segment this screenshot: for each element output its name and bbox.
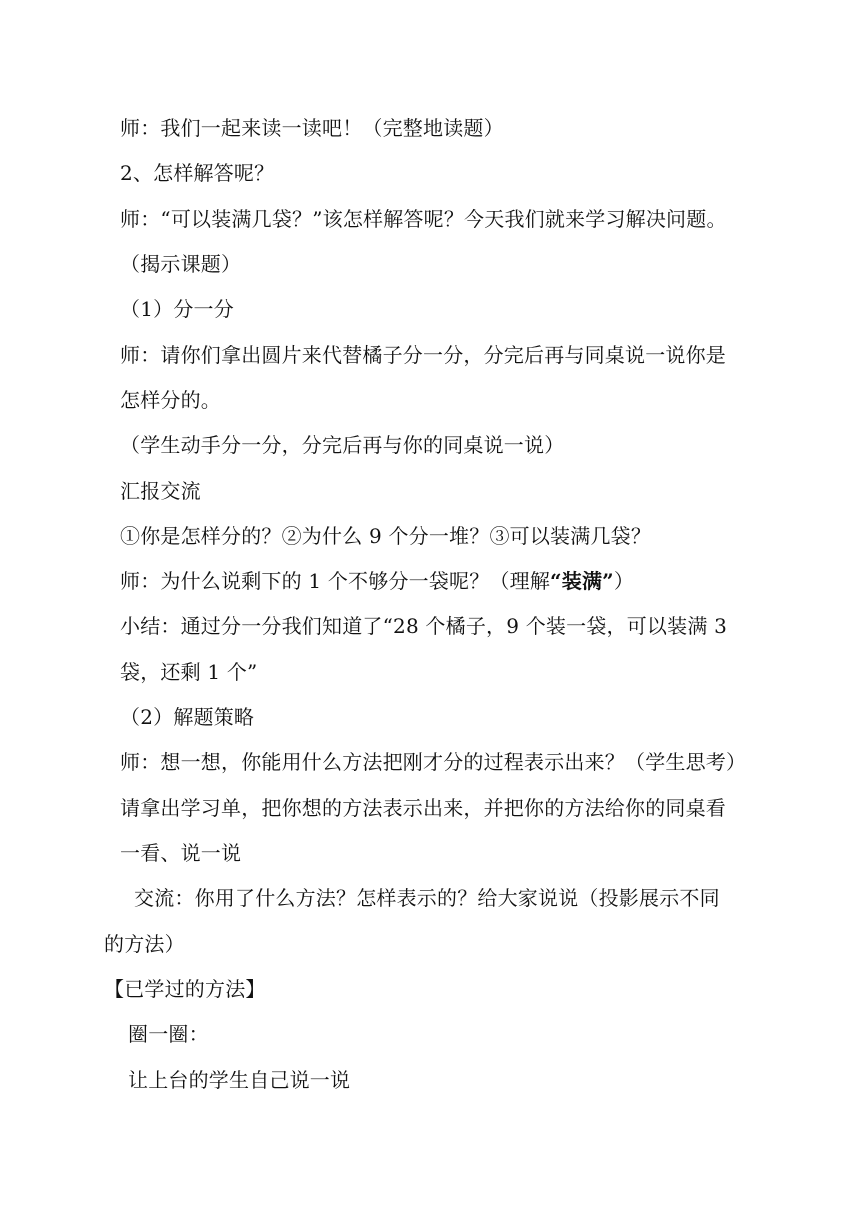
text-line: 的方法） [104,932,185,956]
text-line: 请拿出学习单，把你想的方法表示出来，并把你的方法给你的同桌看 [120,796,726,820]
text-line: 怎样分的。 [120,388,221,412]
text-line: 师：我们一起来读一读吧！（完整地读题） [120,116,504,140]
bold-term: “装满” [550,569,614,593]
text-line-with-bold [120,569,634,593]
text-segment: 师：为什么说剩下的 1 个不够分一袋呢？（理解 [120,569,551,593]
text-line: 袋，还剩 1 个” [120,660,258,684]
text-line: 师：“可以装满几袋？”该怎样解答呢？今天我们就来学习解决问题。 [120,207,727,231]
text-line: 让上台的学生自己说一说 [128,1068,351,1092]
text-line: （揭示课题） [120,252,242,276]
text-line: 师：请你们拿出圆片来代替橘子分一分，分完后再与同桌说一说你是 [120,343,726,367]
text-line: 师：想一想，你能用什么方法把刚才分的过程表示出来？（学生思考） [120,750,747,774]
text-line: 小结：通过分一分我们知道了“28 个橘子，9 个装一袋，可以装满 3 [120,614,727,638]
text-line: 2、怎样解答呢？ [120,161,275,185]
text-line: 汇报交流 [120,479,201,503]
text-segment: ） [613,569,635,593]
text-line: 一看、说一说 [120,841,242,865]
text-line: 交流：你用了什么方法？怎样表示的？给大家说说（投影展示不同 [134,886,720,910]
text-line: 圈一圈： [128,1022,209,1046]
text-line: ①你是怎样分的？②为什么 9 个分一堆？③可以装满几袋？ [120,524,652,548]
section-heading: 【已学过的方法】 [104,977,266,1001]
text-line: （2）解题策略 [120,705,255,729]
text-line: （学生动手分一分，分完后再与你的同桌说一说） [120,433,565,457]
text-line: （1）分一分 [120,297,234,321]
